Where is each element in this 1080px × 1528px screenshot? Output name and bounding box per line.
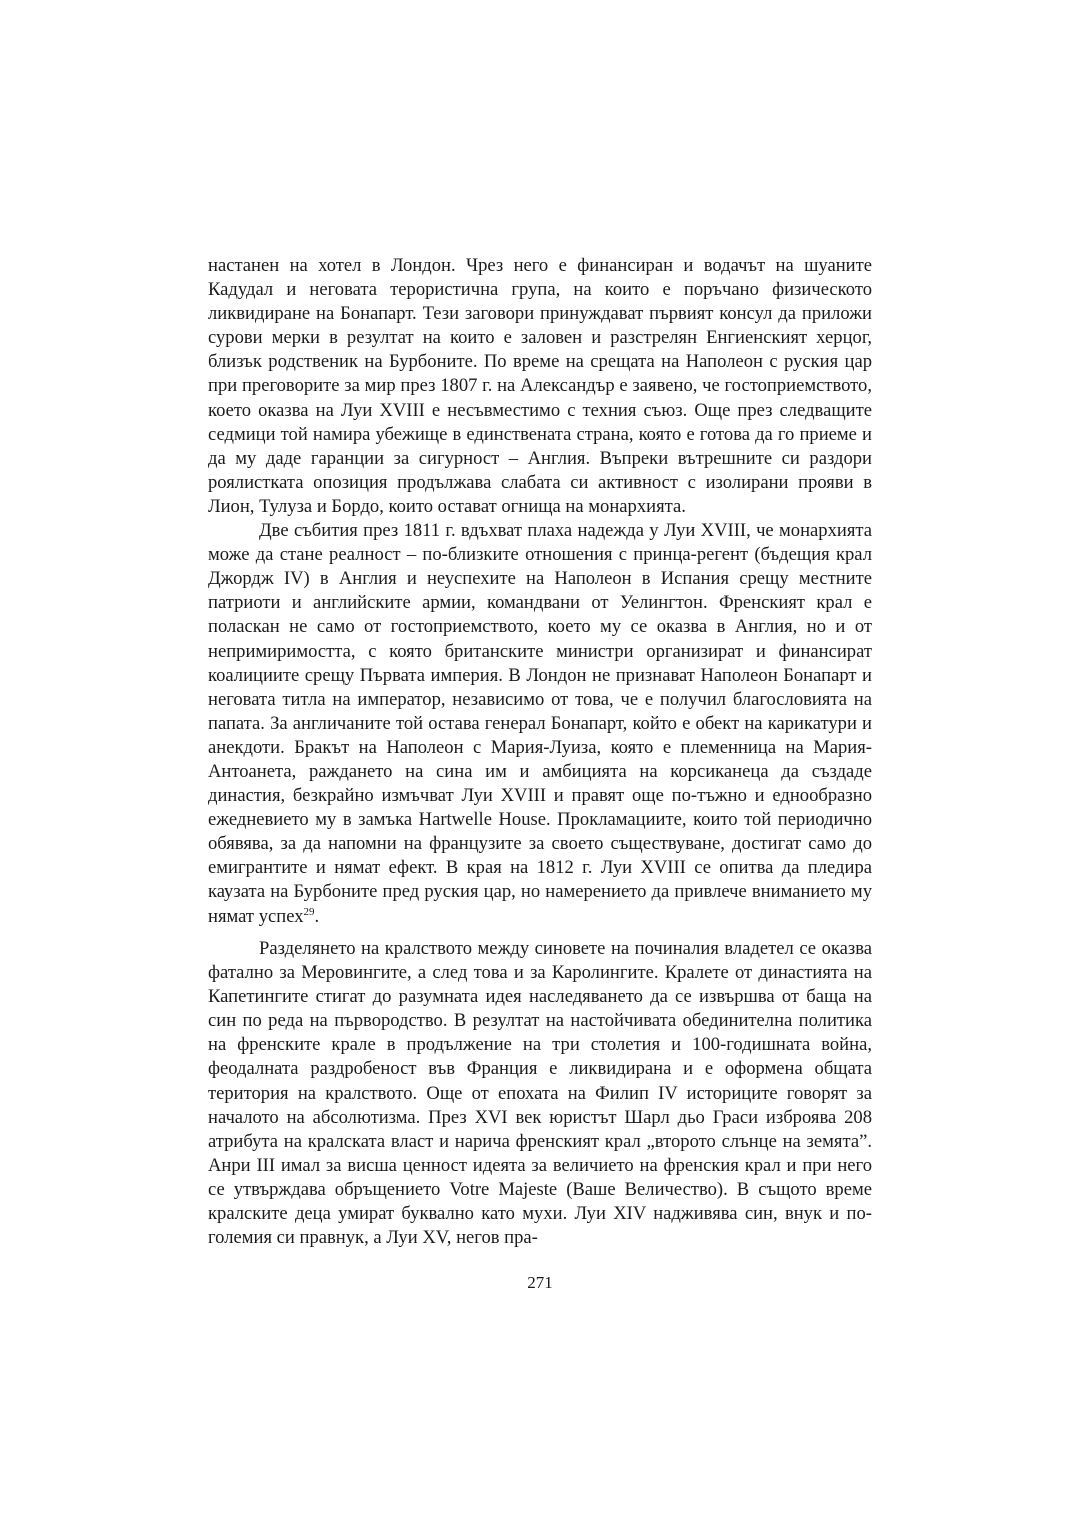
paragraph-continued: настанен на хотел в Лондон. Чрез него е финансиран и водачът на шуаните Кадудал и неговата терористична група, на които е поръчано физическото ликвидиране на Бонапарт. Тези заговори принуждават първият консул да приложи сурови мерки в резултат на които е заловен и разстрелян Енгиенският херцог, близък родственик на Бурбоните. По време на срещата на Наполеон с руския цар при преговорите за мир през 1807 г. на Александър е заявено, че гостоприемството, което оказва на Луи XVIII е несъвместимо с техния съюз. Още през следващите седмици той намира убежище в единствената страна, която е готова да го приеме и да му даде гаранции за сигурност – Англия. Въпреки вътрешните си раздори роялистката опозиция продължава слабата си активност с изолирани прояви в Лион, Тулуза и Бордо, които остават огнища на монархията. [208, 255, 872, 517]
text-section-1 [208, 254, 872, 929]
page-number: 271 [527, 1273, 553, 1292]
paragraph-text: Две събития през 1811 г. вдъхват плаха надежда у Луи XVIII, че монархията може да стане реалност – по-близките отношения с принца-регент (бъдещия крал Джордж IV) в Англия и неуспехите на Наполеон в Испания срещу местните патриоти и английските армии, командвани от Уелингтон. Френският крал е поласкан не само от гостоприемството, което му се оказва в Англия, но и от непримиримостта, с която британските министри организират и финансират коалициите срещу Първата империя. В Лондон не признават Наполеон Бонапарт и неговата титла на император, независимо от това, че е получил благословията на папата. За англичаните той остава генерал Бонапарт, който е обект на карикатури и анекдоти. Бракът на Наполеон с Мария-Луиза, която е племенница на Мария-Антоанета, раждането на сина им и амбицията на корсиканеца да създаде династия, безкрайно измъчват Луи XVIII и правят още по-тъжно и еднообразно ежедневието му в замъка Hartwelle House. Прокламациите, които той периодично обявява, за да напомни на французите за своето съществуване, достигат само до емигрантите и нямат ефект. В края на 1812 г. Луи XVIII се опитва да пледира каузата на Бурбоните пред руския цар, но намерението да привлече вниманието му нямат успех [208, 520, 872, 927]
footnote-reference[interactable]: 29 [303, 905, 315, 918]
paragraph-kingdom-division: Разделянето на кралството между синовете на починалия владетел се оказва фатално за Меровингите, а след това и за Каролингите. Кралете от династията на Капетингите стигат до разумната идея наследяването да се извършва от баща на син по реда на първородство. В резултат на настойчивата обединителна политика на френските крале в продължение на три столетия и 100-годишната война, феодалната раздробеност във Франция е ликвидирана и е оформена общата територия на кралството. Още от епохата на Филип IV историците говорят за началото на абсолютизма. През XVI век юристът Шарл дьо Граси изброява 208 атрибута на кралската власт и нарича френският крал „второто слънце на земята”. Анри III имал за висша ценност идеята за величието на френския крал и при него се утвърждава обръщението Votre Majeste (Ваше Величество). В същото време кралските деца умират буквално като мухи. Луи XIV надживява син, внук и по-големия си правнук, а Луи XV, негов пра- [208, 938, 872, 1249]
text-section-2 [208, 937, 872, 1250]
paragraph-end-punctuation: . [314, 905, 320, 927]
paragraph-1811-events [208, 519, 872, 929]
